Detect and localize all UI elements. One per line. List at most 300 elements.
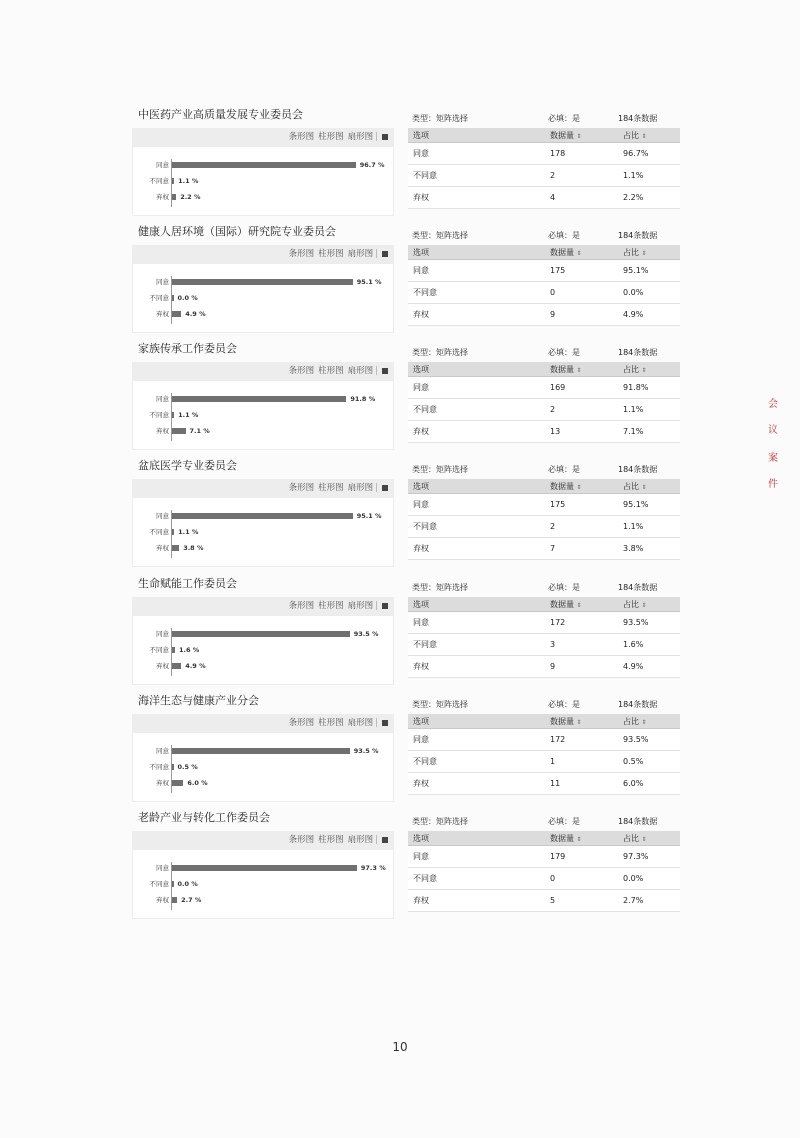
table-row xyxy=(408,773,680,795)
table-row xyxy=(408,751,680,773)
category-label: 不同意 xyxy=(149,177,169,185)
data-label: 2.7 % xyxy=(181,896,202,904)
pie-chart-link[interactable]: 扇形图 xyxy=(347,249,374,259)
header-ratio-label: 占比 xyxy=(623,130,639,140)
bar-row xyxy=(133,894,395,906)
sort-icon: ⇕ xyxy=(641,718,647,726)
cell-option: 同意 xyxy=(408,143,545,165)
cell-count: 9 xyxy=(545,304,618,326)
cell-count: 7 xyxy=(545,538,618,560)
header-ratio[interactable] xyxy=(618,128,680,143)
chart-toolbar xyxy=(132,245,394,263)
bar-row xyxy=(133,175,395,187)
cell-count: 178 xyxy=(545,143,618,165)
cell-option: 同意 xyxy=(408,846,545,868)
category-label: 弃权 xyxy=(156,662,169,670)
bar xyxy=(172,412,174,418)
header-count-label: 数据量 xyxy=(550,716,574,726)
stats-table xyxy=(408,831,680,912)
cell-count: 172 xyxy=(545,729,618,751)
table-row xyxy=(408,538,680,560)
table-row xyxy=(408,516,680,538)
save-icon[interactable] xyxy=(382,134,388,140)
data-label: 97.3 % xyxy=(360,864,386,872)
bar-row xyxy=(133,409,395,421)
chart-toolbar xyxy=(132,362,394,380)
bar-row xyxy=(133,159,395,171)
cell-ratio: 91.8% xyxy=(618,377,680,399)
sort-icon: ⇕ xyxy=(576,601,582,609)
category-label: 不同意 xyxy=(149,411,169,419)
table-row xyxy=(408,729,680,751)
bar-row xyxy=(133,628,395,640)
cell-ratio: 0.0% xyxy=(618,282,680,304)
column-chart-link[interactable]: 柱形图 xyxy=(318,483,344,493)
header-count[interactable] xyxy=(545,362,618,377)
cell-option: 同意 xyxy=(408,377,545,399)
column-chart-link[interactable]: 柱形图 xyxy=(318,249,344,259)
header-option: 选项 xyxy=(408,714,545,729)
record-count: 184条数据 xyxy=(618,465,658,474)
cell-option: 弃权 xyxy=(408,538,545,560)
bar xyxy=(172,631,350,637)
data-label: 91.8 % xyxy=(350,395,376,403)
sort-icon: ⇕ xyxy=(641,366,647,374)
column-chart-link[interactable]: 柱形图 xyxy=(318,132,344,142)
cell-ratio: 3.8% xyxy=(618,538,680,560)
cell-ratio: 93.5% xyxy=(618,729,680,751)
pie-chart-link[interactable]: 扇形图 xyxy=(347,483,374,493)
column-chart-link[interactable]: 柱形图 xyxy=(318,601,344,611)
sort-icon: ⇕ xyxy=(641,483,647,491)
cell-option: 同意 xyxy=(408,612,545,634)
bar-row xyxy=(133,510,395,522)
cell-count: 2 xyxy=(545,516,618,538)
stamp-char: 会 xyxy=(768,399,778,410)
question-meta xyxy=(408,698,680,712)
cell-option: 不同意 xyxy=(408,634,545,656)
data-label: 93.5 % xyxy=(353,747,379,755)
header-ratio-label: 占比 xyxy=(623,481,639,491)
header-count[interactable] xyxy=(545,245,618,260)
category-label: 不同意 xyxy=(149,880,169,888)
sort-icon: ⇕ xyxy=(641,249,647,257)
required-flag: 必填：是 xyxy=(548,583,580,592)
cell-option: 弃权 xyxy=(408,773,545,795)
bar-row xyxy=(133,761,395,773)
header-ratio[interactable] xyxy=(618,479,680,494)
cell-option: 弃权 xyxy=(408,890,545,912)
required-flag: 必填：是 xyxy=(548,817,580,826)
toolbar-separator: | xyxy=(375,132,378,142)
data-label: 0.0 % xyxy=(177,880,198,888)
cell-ratio: 1.1% xyxy=(618,399,680,421)
toolbar-separator: | xyxy=(375,249,378,259)
stamp-char: 件 xyxy=(768,479,778,490)
cell-count: 169 xyxy=(545,377,618,399)
question-type: 类型：矩阵选择 xyxy=(412,114,468,123)
column-chart-link[interactable]: 柱形图 xyxy=(318,366,344,376)
table-row xyxy=(408,421,680,443)
table-row xyxy=(408,634,680,656)
table-row xyxy=(408,304,680,326)
chart-toolbar xyxy=(132,597,394,615)
header-option: 选项 xyxy=(408,128,545,143)
column-chart-link[interactable]: 柱形图 xyxy=(318,718,344,728)
cell-count: 172 xyxy=(545,612,618,634)
cell-ratio: 2.7% xyxy=(618,890,680,912)
toolbar-separator: | xyxy=(375,483,378,493)
bar-chart xyxy=(132,263,394,333)
bar-row xyxy=(133,777,395,789)
bar-row xyxy=(133,878,395,890)
data-label: 1.1 % xyxy=(178,528,199,536)
question-meta xyxy=(408,815,680,829)
toolbar-separator: | xyxy=(375,366,378,376)
header-count-label: 数据量 xyxy=(550,599,574,609)
pie-chart-link[interactable]: 扇形图 xyxy=(347,835,374,845)
cell-count: 13 xyxy=(545,421,618,443)
header-ratio-label: 占比 xyxy=(623,599,639,609)
question-meta xyxy=(408,346,680,360)
cell-count: 3 xyxy=(545,634,618,656)
cell-option: 不同意 xyxy=(408,868,545,890)
header-count-label: 数据量 xyxy=(550,481,574,491)
bar-chart-link[interactable]: 条形图 xyxy=(288,483,315,493)
bar xyxy=(172,647,175,653)
header-ratio[interactable] xyxy=(618,597,680,612)
bar-row xyxy=(133,425,395,437)
cell-option: 不同意 xyxy=(408,751,545,773)
bar xyxy=(172,295,174,301)
cell-ratio: 6.0% xyxy=(618,773,680,795)
pie-chart-link[interactable]: 扇形图 xyxy=(347,132,374,142)
bar-chart-link[interactable]: 条形图 xyxy=(288,835,315,845)
bar-chart xyxy=(132,732,394,802)
data-label: 6.0 % xyxy=(187,779,208,787)
stats-table xyxy=(408,362,680,443)
category-label: 同意 xyxy=(156,161,169,169)
chart-title: 老龄产业与转化工作委员会 xyxy=(138,811,270,824)
record-count: 184条数据 xyxy=(618,817,658,826)
bar-chart xyxy=(132,380,394,450)
save-icon[interactable] xyxy=(382,837,388,843)
header-count-label: 数据量 xyxy=(550,247,574,257)
sort-icon: ⇕ xyxy=(641,601,647,609)
chart-toolbar xyxy=(132,479,394,497)
bar-row xyxy=(133,660,395,672)
sort-icon: ⇕ xyxy=(576,483,582,491)
cell-count: 9 xyxy=(545,656,618,678)
bar xyxy=(172,428,186,434)
sort-icon: ⇕ xyxy=(576,132,582,140)
sort-icon: ⇕ xyxy=(576,835,582,843)
table-row xyxy=(408,846,680,868)
stats-table xyxy=(408,597,680,678)
data-label: 2.2 % xyxy=(180,193,201,201)
cell-count: 179 xyxy=(545,846,618,868)
save-icon[interactable] xyxy=(382,720,388,726)
question-type: 类型：矩阵选择 xyxy=(412,817,468,826)
table-row xyxy=(408,143,680,165)
header-option: 选项 xyxy=(408,245,545,260)
header-count[interactable] xyxy=(545,714,618,729)
data-label: 96.7 % xyxy=(359,161,385,169)
save-icon[interactable] xyxy=(382,368,388,374)
table-row xyxy=(408,868,680,890)
category-label: 弃权 xyxy=(156,779,169,787)
header-ratio-label: 占比 xyxy=(623,716,639,726)
pie-chart-link[interactable]: 扇形图 xyxy=(347,718,374,728)
bar xyxy=(172,513,353,519)
bar-row xyxy=(133,308,395,320)
bar-row xyxy=(133,862,395,874)
cell-ratio: 0.5% xyxy=(618,751,680,773)
table-row xyxy=(408,399,680,421)
table-row xyxy=(408,187,680,209)
bar xyxy=(172,897,177,903)
bar-row xyxy=(133,276,395,288)
stats-table xyxy=(408,245,680,326)
toolbar-separator: | xyxy=(375,835,378,845)
cell-ratio: 0.0% xyxy=(618,868,680,890)
chart-title: 生命赋能工作委员会 xyxy=(138,577,237,590)
bar xyxy=(172,545,179,551)
required-flag: 必填：是 xyxy=(548,348,580,357)
data-label: 1.1 % xyxy=(178,177,199,185)
table-row xyxy=(408,260,680,282)
bar-row xyxy=(133,393,395,405)
column-chart-link[interactable]: 柱形图 xyxy=(318,835,344,845)
stats-table xyxy=(408,714,680,795)
cell-option: 弃权 xyxy=(408,421,545,443)
header-option: 选项 xyxy=(408,362,545,377)
data-label: 0.5 % xyxy=(177,763,198,771)
table-row xyxy=(408,165,680,187)
required-flag: 必填：是 xyxy=(548,465,580,474)
cell-ratio: 95.1% xyxy=(618,494,680,516)
bar-chart xyxy=(132,497,394,567)
table-row xyxy=(408,282,680,304)
sort-icon: ⇕ xyxy=(641,132,647,140)
data-label: 1.6 % xyxy=(179,646,200,654)
bar-chart-link[interactable]: 条形图 xyxy=(288,718,315,728)
header-count[interactable] xyxy=(545,597,618,612)
data-label: 95.1 % xyxy=(356,278,382,286)
chart-title: 健康人居环境（国际）研究院专业委员会 xyxy=(138,225,336,238)
category-label: 不同意 xyxy=(149,528,169,536)
chart-toolbar xyxy=(132,128,394,146)
chart-title: 海洋生态与健康产业分会 xyxy=(138,694,259,707)
bar xyxy=(172,780,183,786)
bar-row xyxy=(133,191,395,203)
question-type: 类型：矩阵选择 xyxy=(412,348,468,357)
pie-chart-link[interactable]: 扇形图 xyxy=(347,366,374,376)
header-ratio[interactable] xyxy=(618,831,680,846)
bar-chart xyxy=(132,146,394,216)
pie-chart-link[interactable]: 扇形图 xyxy=(347,601,374,611)
header-count-label: 数据量 xyxy=(550,130,574,140)
header-count-label: 数据量 xyxy=(550,364,574,374)
cell-ratio: 7.1% xyxy=(618,421,680,443)
header-ratio-label: 占比 xyxy=(623,833,639,843)
header-ratio[interactable] xyxy=(618,362,680,377)
cell-option: 不同意 xyxy=(408,165,545,187)
bar xyxy=(172,529,174,535)
data-label: 7.1 % xyxy=(189,427,210,435)
cell-ratio: 95.1% xyxy=(618,260,680,282)
table-row xyxy=(408,612,680,634)
chart-title: 家族传承工作委员会 xyxy=(138,342,237,355)
category-label: 同意 xyxy=(156,747,169,755)
table-row xyxy=(408,377,680,399)
question-type: 类型：矩阵选择 xyxy=(412,465,468,474)
data-label: 4.9 % xyxy=(185,310,206,318)
page-number: 10 xyxy=(392,1040,408,1054)
toolbar-separator: | xyxy=(375,718,378,728)
category-label: 同意 xyxy=(156,512,169,520)
record-count: 184条数据 xyxy=(618,231,658,240)
category-label: 不同意 xyxy=(149,294,169,302)
category-label: 同意 xyxy=(156,864,169,872)
cell-ratio: 1.1% xyxy=(618,516,680,538)
table-row xyxy=(408,494,680,516)
cell-option: 同意 xyxy=(408,494,545,516)
bar xyxy=(172,194,176,200)
cell-option: 不同意 xyxy=(408,399,545,421)
chart-toolbar xyxy=(132,831,394,849)
cell-ratio: 4.9% xyxy=(618,656,680,678)
category-label: 弃权 xyxy=(156,193,169,201)
category-label: 弃权 xyxy=(156,427,169,435)
cell-count: 5 xyxy=(545,890,618,912)
cell-count: 0 xyxy=(545,868,618,890)
cell-option: 不同意 xyxy=(408,282,545,304)
save-icon[interactable] xyxy=(382,603,388,609)
stamp-char: 案 xyxy=(768,453,778,464)
save-icon[interactable] xyxy=(382,251,388,257)
question-meta xyxy=(408,463,680,477)
cell-ratio: 1.6% xyxy=(618,634,680,656)
sort-icon: ⇕ xyxy=(641,835,647,843)
cell-count: 1 xyxy=(545,751,618,773)
cell-ratio: 4.9% xyxy=(618,304,680,326)
header-ratio-label: 占比 xyxy=(623,364,639,374)
sort-icon: ⇕ xyxy=(576,718,582,726)
bar-row xyxy=(133,542,395,554)
cell-option: 弃权 xyxy=(408,304,545,326)
header-count[interactable] xyxy=(545,128,618,143)
category-label: 弃权 xyxy=(156,896,169,904)
question-meta xyxy=(408,581,680,595)
bar-row xyxy=(133,526,395,538)
header-count[interactable] xyxy=(545,831,618,846)
category-label: 同意 xyxy=(156,278,169,286)
bar-row xyxy=(133,745,395,757)
bar xyxy=(172,663,181,669)
question-type: 类型：矩阵选择 xyxy=(412,583,468,592)
cell-count: 4 xyxy=(545,187,618,209)
cell-ratio: 97.3% xyxy=(618,846,680,868)
header-ratio[interactable] xyxy=(618,245,680,260)
record-count: 184条数据 xyxy=(618,583,658,592)
question-meta xyxy=(408,229,680,243)
sort-icon: ⇕ xyxy=(576,366,582,374)
sort-icon: ⇕ xyxy=(576,249,582,257)
category-label: 同意 xyxy=(156,630,169,638)
cell-count: 2 xyxy=(545,165,618,187)
cell-count: 175 xyxy=(545,260,618,282)
chart-title: 中医药产业高质量发展专业委员会 xyxy=(138,108,303,121)
question-type: 类型：矩阵选择 xyxy=(412,700,468,709)
cell-count: 2 xyxy=(545,399,618,421)
category-label: 不同意 xyxy=(149,763,169,771)
header-option: 选项 xyxy=(408,831,545,846)
bar-row xyxy=(133,644,395,656)
stamp-char: 议 xyxy=(768,425,778,436)
cell-option: 不同意 xyxy=(408,516,545,538)
category-label: 同意 xyxy=(156,395,169,403)
bar xyxy=(172,865,357,871)
cell-count: 0 xyxy=(545,282,618,304)
bar-chart xyxy=(132,615,394,685)
category-label: 弃权 xyxy=(156,544,169,552)
bar-chart-link[interactable]: 条形图 xyxy=(288,366,315,376)
data-label: 1.1 % xyxy=(178,411,199,419)
cell-ratio: 2.2% xyxy=(618,187,680,209)
header-ratio[interactable] xyxy=(618,714,680,729)
bar-chart-link[interactable]: 条形图 xyxy=(288,249,315,259)
data-label: 95.1 % xyxy=(356,512,382,520)
cell-option: 弃权 xyxy=(408,656,545,678)
required-flag: 必填：是 xyxy=(548,114,580,123)
header-option: 选项 xyxy=(408,597,545,612)
bar xyxy=(172,748,350,754)
bar xyxy=(172,396,346,402)
required-flag: 必填：是 xyxy=(548,231,580,240)
question-meta xyxy=(408,112,680,126)
bar-row xyxy=(133,292,395,304)
bar-chart-link[interactable]: 条形图 xyxy=(288,132,315,142)
cell-count: 11 xyxy=(545,773,618,795)
category-label: 弃权 xyxy=(156,310,169,318)
cell-ratio: 93.5% xyxy=(618,612,680,634)
bar xyxy=(172,279,353,285)
data-label: 4.9 % xyxy=(185,662,206,670)
stats-table xyxy=(408,128,680,209)
question-type: 类型：矩阵选择 xyxy=(412,231,468,240)
toolbar-separator: | xyxy=(375,601,378,611)
save-icon[interactable] xyxy=(382,485,388,491)
cell-option: 同意 xyxy=(408,729,545,751)
data-label: 93.5 % xyxy=(353,630,379,638)
header-ratio-label: 占比 xyxy=(623,247,639,257)
cell-option: 弃权 xyxy=(408,187,545,209)
chart-toolbar xyxy=(132,714,394,732)
table-row xyxy=(408,656,680,678)
cell-ratio: 1.1% xyxy=(618,165,680,187)
bar xyxy=(172,178,174,184)
required-flag: 必填：是 xyxy=(548,700,580,709)
bar-chart-link[interactable]: 条形图 xyxy=(288,601,315,611)
data-label: 3.8 % xyxy=(183,544,204,552)
record-count: 184条数据 xyxy=(618,114,658,123)
header-option: 选项 xyxy=(408,479,545,494)
cell-count: 175 xyxy=(545,494,618,516)
header-count[interactable] xyxy=(545,479,618,494)
chart-title: 盆底医学专业委员会 xyxy=(138,459,237,472)
bar xyxy=(172,162,356,168)
